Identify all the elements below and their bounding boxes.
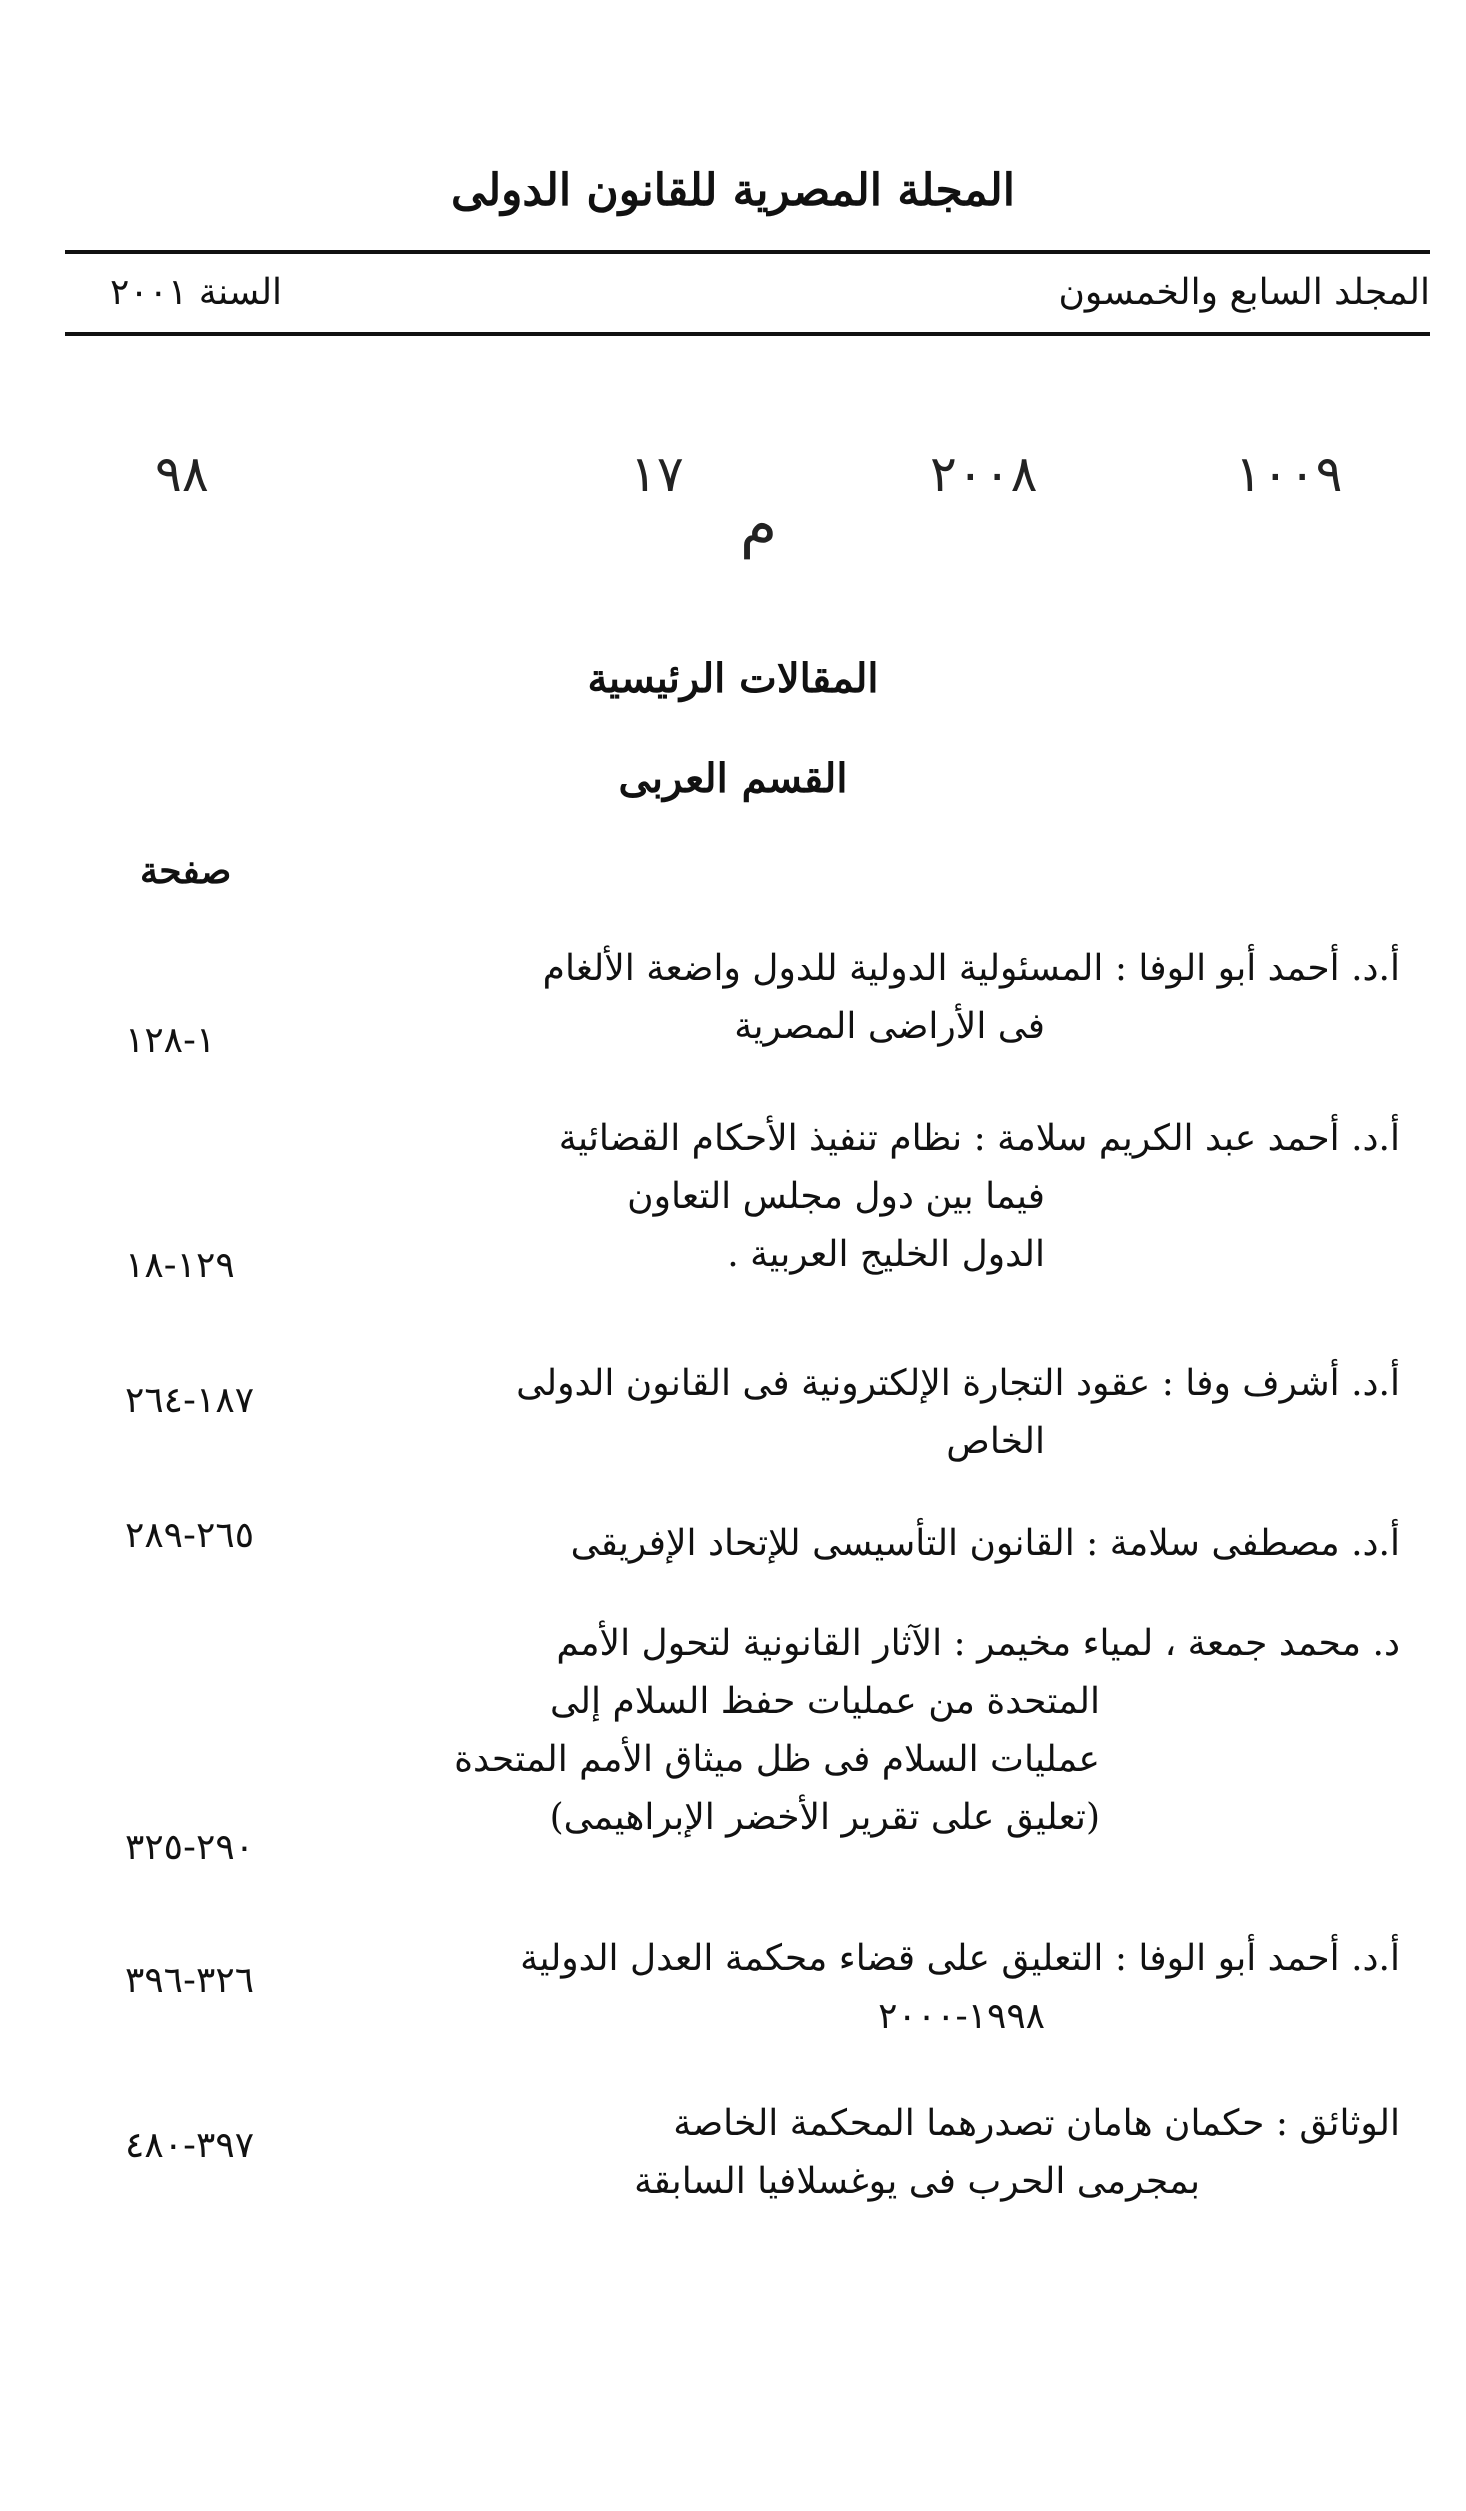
toc-entry xyxy=(65,1110,1430,1300)
toc-entry-line: أ.د. أشرف وفا : عقود التجارة الإلكترونية فى القانون الدولى xyxy=(516,1363,1400,1404)
year-label: السنة ٢٠٠١ xyxy=(110,272,283,313)
journal-title: المجلة المصرية للقانون الدولى xyxy=(451,165,1015,216)
toc-entry-line: ١٩٩٨-٢٠٠٠ xyxy=(878,1996,1045,2037)
toc-entry-text xyxy=(360,1355,1400,1471)
header-rule-bottom xyxy=(65,332,1430,336)
handwritten-note: م xyxy=(740,490,778,560)
toc-entry-line: أ.د. أحمد أبو الوفا : التعليق على قضاء محكمة العدل الدولية xyxy=(520,1938,1400,1979)
section-heading-main-articles: المقالات الرئيسية xyxy=(587,655,879,702)
toc-entry-pages: ١٨٧-٢٦٤ xyxy=(125,1380,255,1421)
toc-entry-line: الوثائق : حكمان هامان تصدرهما المحكمة الخاصة xyxy=(673,2103,1400,2144)
toc-entry-line: فى الأراضى المصرية xyxy=(734,1006,1045,1047)
section-heading-arabic-section: القسم العربى xyxy=(618,755,848,802)
toc-entry-text xyxy=(360,1930,1400,2046)
toc-entry-text xyxy=(360,1615,1400,1847)
toc-entry xyxy=(65,1515,1430,1575)
header-row xyxy=(65,272,1430,322)
toc-entry-pages: ١٢٩-١٨ xyxy=(125,1245,235,1286)
toc-entry-line: أ.د. مصطفى سلامة : القانون التأسيسى للإتحاد الإفريقى xyxy=(570,1523,1400,1564)
handwritten-note: ٢٠٠٨ xyxy=(930,445,1038,503)
page-column-label: صفحة xyxy=(140,850,232,892)
handwritten-note: ١٧ xyxy=(630,445,684,503)
toc-entry-line: د. محمد جمعة ، لمياء مخيمر : الآثار القانونية لتحول الأمم xyxy=(556,1623,1400,1664)
toc-entry-line: بمجرمى الحرب فى يوغسلافيا السابقة xyxy=(634,2161,1200,2202)
toc-entry-line: المتحدة من عمليات حفظ السلام إلى xyxy=(550,1681,1100,1722)
toc-entry-pages: ٢٦٥-٢٨٩ xyxy=(125,1515,255,1556)
handwritten-note: ٩٨ xyxy=(155,445,209,503)
toc-entry-pages: ٣٢٦-٣٩٦ xyxy=(125,1960,255,2001)
toc-entry-text xyxy=(360,1515,1400,1573)
toc-entry xyxy=(65,940,1430,1070)
header-rule-top xyxy=(65,250,1430,254)
toc-entry-text xyxy=(360,2095,1400,2211)
toc-entry-pages: ٢٩٠-٣٢٥ xyxy=(125,1827,255,1868)
toc-entry-line: أ.د. أحمد عبد الكريم سلامة : نظام تنفيذ الأحكام القضائية xyxy=(558,1118,1400,1159)
toc-entry xyxy=(65,1930,1430,2050)
toc-entry xyxy=(65,1615,1430,1875)
toc-entry-line: فيما بين دول مجلس التعاون xyxy=(627,1176,1045,1217)
toc-entry-text xyxy=(360,940,1400,1056)
toc-entry-line: الخاص xyxy=(946,1421,1045,1462)
toc-entry-line: الدول الخليج العربية . xyxy=(727,1234,1045,1275)
toc-entry-line: (تعليق على تقرير الأخضر الإبراهيمى) xyxy=(549,1797,1100,1838)
toc-entry xyxy=(65,2095,1430,2215)
toc-entry xyxy=(65,1355,1430,1475)
volume-label: المجلد السابع والخمسون xyxy=(1058,272,1430,313)
toc-entry-pages: ١-١٢٨ xyxy=(125,1020,216,1061)
handwritten-note: ١٠٠٩ xyxy=(1235,445,1343,503)
toc-entry-line: أ.د. أحمد أبو الوفا : المسئولية الدولية للدول واضعة الألغام xyxy=(542,948,1400,989)
toc-entry-pages: ٣٩٧-٤٨٠ xyxy=(125,2125,255,2166)
toc-entry-text xyxy=(360,1110,1400,1284)
toc-entry-line: عمليات السلام فى ظل ميثاق الأمم المتحدة xyxy=(454,1739,1100,1780)
